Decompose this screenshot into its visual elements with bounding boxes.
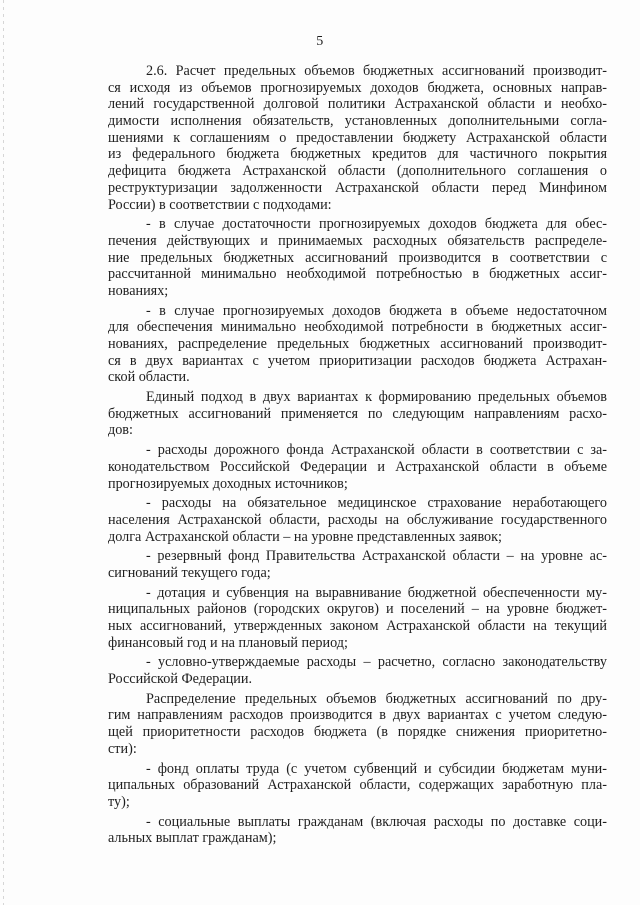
paragraph: [108, 548, 607, 581]
text-line: сти):: [108, 740, 137, 757]
text-line: долга Астраханской области – на уровне представленных заявок;: [108, 528, 502, 545]
text-line: - в случае достаточности прогнозируемых доходов бюджета для обес-: [146, 216, 607, 233]
text-line: Распределение предельных объемов бюджетных ассигнований по дру-: [146, 690, 607, 707]
text-line: населения Астраханской области, расходы на обслуживание государственного: [108, 511, 607, 528]
text-line: финансовый год и на плановый период;: [108, 634, 348, 651]
text-line: прогнозируемых доходных источников;: [108, 475, 348, 492]
text-line: - расходы дорожного фонда Астраханской области в соответствии с за-: [146, 442, 607, 459]
paragraph: [108, 761, 607, 811]
text-line: из федерального бюджета бюджетных кредитов для частичного покрытия: [108, 146, 607, 163]
text-line: дов:: [108, 422, 133, 439]
document-body: [108, 63, 607, 847]
text-line: России) в соответствии с подходами:: [108, 196, 332, 213]
paragraph: [108, 303, 607, 386]
paragraph: [108, 814, 607, 847]
text-line: печения действующих и принимаемых расходных обязательств распределе-: [108, 232, 607, 249]
text-line: Единый подход в двух вариантах к формированию предельных объемов: [146, 389, 607, 406]
text-line: дефицита бюджета Астраханской области (дополнительного соглашения о: [108, 163, 607, 180]
text-line: нованиях, распределение предельных бюджетных ассигнований производит-: [108, 336, 607, 352]
text-line: конодательством Российской Федерации и Астраханской области в объеме: [108, 458, 607, 475]
text-line: - условно-утверждаемые расходы – расчетно, согласно законодательству: [146, 654, 607, 671]
text-line: рассчитанной минимально необходимой потребностью в бюджетных ассиг-: [108, 266, 607, 283]
text-line: ской области.: [108, 369, 190, 386]
text-line: шениями к соглашениям о предоставлении бюджету Астраханской области: [108, 129, 607, 146]
text-line: - фонд оплаты труда (с учетом субвенций и субсидии бюджетам муни-: [146, 760, 607, 777]
text-line: для обеспечения минимально необходимой потребности в бюджетных ассиг-: [108, 319, 607, 336]
paragraph: [108, 495, 607, 545]
text-line: - социальные выплаты гражданам (включая расходы по доставке соци-: [146, 813, 607, 830]
paragraph: [108, 63, 607, 213]
paragraph: [108, 442, 607, 492]
page-edge-scan-artifact: [3, 0, 4, 905]
text-line: гим направлениям расходов производится в двух вариантах с учетом следую-: [108, 707, 607, 724]
text-line: щей приоритетности расходов бюджета (в порядке снижения приоритетно-: [108, 724, 607, 741]
text-line: ту);: [108, 793, 130, 810]
text-line: лений государственной долговой политики Астраханской области и необхо-: [108, 96, 607, 113]
text-line: - расходы на обязательное медицинское страхование неработающего: [146, 495, 607, 512]
page-number: 5: [316, 34, 324, 49]
text-line: альных выплат гражданам);: [108, 830, 277, 847]
text-line: сигнований текущего года;: [108, 564, 271, 581]
text-line: бюджетных ассигнований применяется по следующим направлениям расхо-: [108, 405, 607, 422]
text-line: - дотация и субвенция на выравнивание бюджетной обеспеченности му-: [146, 584, 607, 601]
text-line: ных ассигнований, утвержденных законом Астраханской области на текущий: [108, 618, 607, 634]
text-line: нованиях;: [108, 282, 169, 299]
paragraph: [108, 654, 607, 687]
text-line: ся исходя из объемов прогнозируемых доходов бюджета, основных направ-: [108, 79, 607, 96]
text-line: димости исполнения обязательств, установленных дополнительными согла-: [108, 113, 607, 130]
paragraph: [108, 216, 607, 299]
text-line: ся в двух вариантах с учетом приоритизации расходов бюджета Астрахан-: [108, 352, 607, 369]
text-line: ние предельных бюджетных ассигнований производится в соответствии с: [108, 249, 607, 266]
paragraph: [108, 691, 607, 758]
text-line: ниципальных районов (городских округов) и поселений – на уровне бюджет-: [108, 601, 607, 618]
text-line: ципальных образований Астраханской области, содержащих заработную пла-: [108, 777, 607, 794]
text-line: реструктуризации задолженности Астраханской области перед Минфином: [108, 179, 607, 196]
text-line: - в случае прогнозируемых доходов бюджета в объеме недостаточном: [146, 302, 607, 319]
paragraph: [108, 585, 607, 652]
text-line: 2.6. Расчет предельных объемов бюджетных ассигнований производит-: [146, 63, 607, 79]
paragraph: [108, 389, 607, 439]
text-line: Российской Федерации.: [108, 671, 253, 688]
text-line: - резервный фонд Правительства Астраханской области – на уровне ас-: [146, 548, 607, 565]
